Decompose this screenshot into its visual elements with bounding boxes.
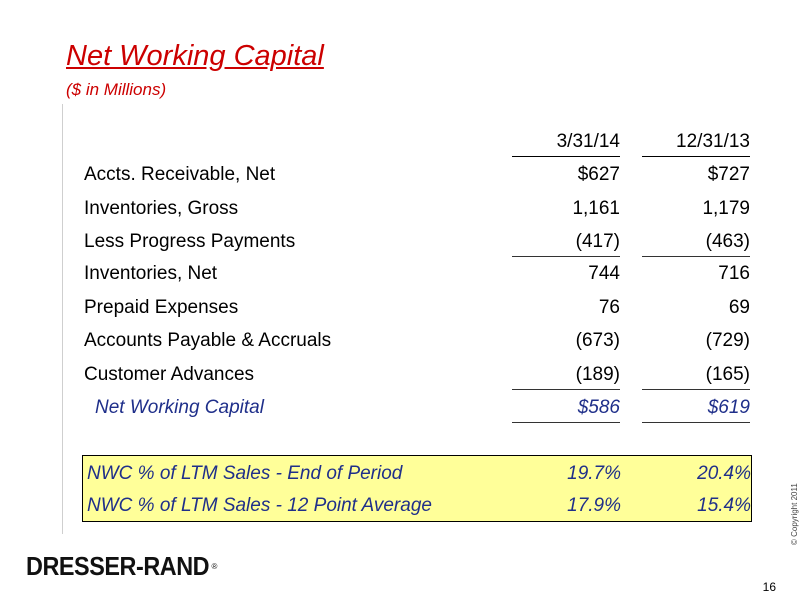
- row-value: (165): [642, 361, 750, 390]
- total-row: [84, 394, 752, 422]
- highlight-label: NWC % of LTM Sales - End of Period: [87, 463, 403, 484]
- total-label: Net Working Capital: [95, 397, 264, 418]
- row-value: 69: [728, 297, 750, 318]
- total-value: $619: [642, 394, 750, 423]
- row-label: Inventories, Net: [84, 263, 218, 284]
- page-subtitle: ($ in Millions): [66, 80, 167, 99]
- copyright-notice: © Copyright 2011: [790, 483, 799, 545]
- column-header: 3/31/14: [512, 128, 620, 157]
- logo-text: DRESSER-RAND: [26, 550, 210, 581]
- registered-mark: ®: [211, 561, 218, 571]
- column-header-row: [84, 128, 752, 156]
- row-label: Accts. Receivable, Net: [84, 164, 276, 185]
- highlight-value: 17.9%: [567, 495, 621, 516]
- company-logo: [26, 550, 217, 582]
- row-label: Prepaid Expenses: [84, 297, 239, 318]
- row-value: 744: [588, 263, 620, 284]
- row-value: 1,179: [702, 198, 750, 219]
- highlight-box: [82, 455, 752, 522]
- divider-line: [62, 104, 63, 534]
- page-title: Net Working Capital: [66, 40, 324, 72]
- table-row: [84, 228, 752, 256]
- highlight-value: 19.7%: [567, 463, 621, 484]
- table-row: [84, 294, 752, 322]
- row-value: $627: [577, 164, 620, 185]
- highlight-value: 15.4%: [697, 495, 751, 516]
- highlight-row: [87, 460, 751, 488]
- row-label: Customer Advances: [84, 364, 255, 385]
- highlight-row: [87, 492, 751, 520]
- column-header: 12/31/13: [642, 128, 750, 157]
- row-label: Less Progress Payments: [84, 231, 296, 252]
- highlight-value: 20.4%: [697, 463, 751, 484]
- table-row: [84, 361, 752, 389]
- table-row: [84, 161, 752, 189]
- row-value: 716: [718, 263, 750, 284]
- row-value: (417): [512, 228, 620, 257]
- table-row: [84, 195, 752, 223]
- table-row: [84, 327, 752, 355]
- page-number: 16: [762, 580, 776, 594]
- row-label: Inventories, Gross: [84, 198, 239, 219]
- row-value: (729): [705, 330, 750, 351]
- highlight-label: NWC % of LTM Sales - 12 Point Average: [87, 495, 432, 516]
- row-value: (189): [512, 361, 620, 390]
- row-value: (463): [642, 228, 750, 257]
- row-value: 76: [598, 297, 620, 318]
- table-row: [84, 260, 752, 288]
- row-value: 1,161: [572, 198, 620, 219]
- row-value: $727: [707, 164, 750, 185]
- row-value: (673): [575, 330, 620, 351]
- row-label: Accounts Payable & Accruals: [84, 330, 332, 351]
- total-value: $586: [512, 394, 620, 423]
